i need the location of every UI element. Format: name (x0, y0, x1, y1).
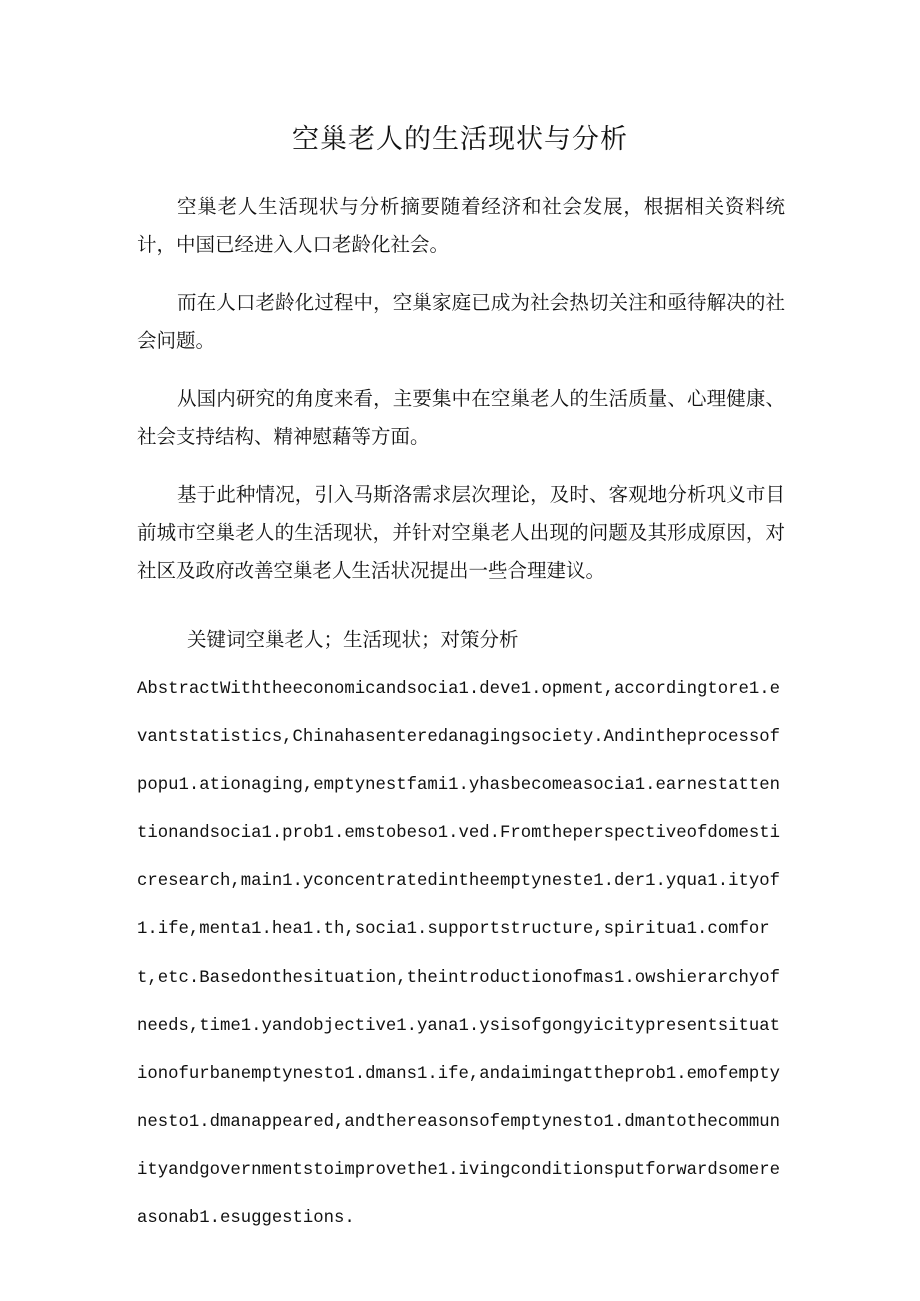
keywords-line: 关键词空巢老人；生活现状；对策分析 (187, 628, 519, 651)
page-title: 空巢老人的生活现状与分析 (292, 124, 628, 155)
paragraph-4: 基于此种情况，引入马斯洛需求层次理论，及时、客观地分析巩义市目前城市空巢老人的生活现状，并针对空巢老人出现的问题及其形成原因，对社区及政府改善空巢老人生活状况提出一些合理建议。 (137, 483, 785, 582)
paragraph-3: 从国内研究的角度来看，主要集中在空巢老人的生活质量、心理健康、社会支持结构、精神慰藉等方面。 (137, 387, 785, 448)
paragraph-2: 而在人口老龄化过程中，空巢家庭已成为社会热切关注和亟待解决的社会问题。 (137, 291, 785, 352)
english-abstract: AbstractWiththeeconomicandsocia1.deve1.opment,accordingtore1.evantstatistics,Chinahasenteredanagingsociety.Andintheprocessofpopu1.ationaging,emptynestfami1.yhasbecomeasocia1.earnestattentionandsocia1.prob1.emstobeso1.ved.Fromtheperspectiveofdomesticresearch,main1.yconcentratedintheemptyneste1.der1.yqua1.ityof1.ife,menta1.hea1.th,socia1.supportstructure,spiritua1.comfort,etc.Basedonthesituation,theintroductionofmas1.owshierarchyofneeds,time1.yandobjective1.yana1.ysisofgongyicitypresentsituationofurbanemptynesto1.dmans1.ife,andaimingattheprob1.emofemptynesto1.dmanappeared,andthereasonsofemptynesto1.dmantothecommunityandgovernmentstoimprovethe1.ivingconditionsputforwardsomereasonab1.esuggestions. (137, 680, 780, 1229)
paragraph-1: 空巢老人生活现状与分析摘要随着经济和社会发展，根据相关资料统计，中国已经进入人口老龄化社会。 (137, 195, 785, 256)
